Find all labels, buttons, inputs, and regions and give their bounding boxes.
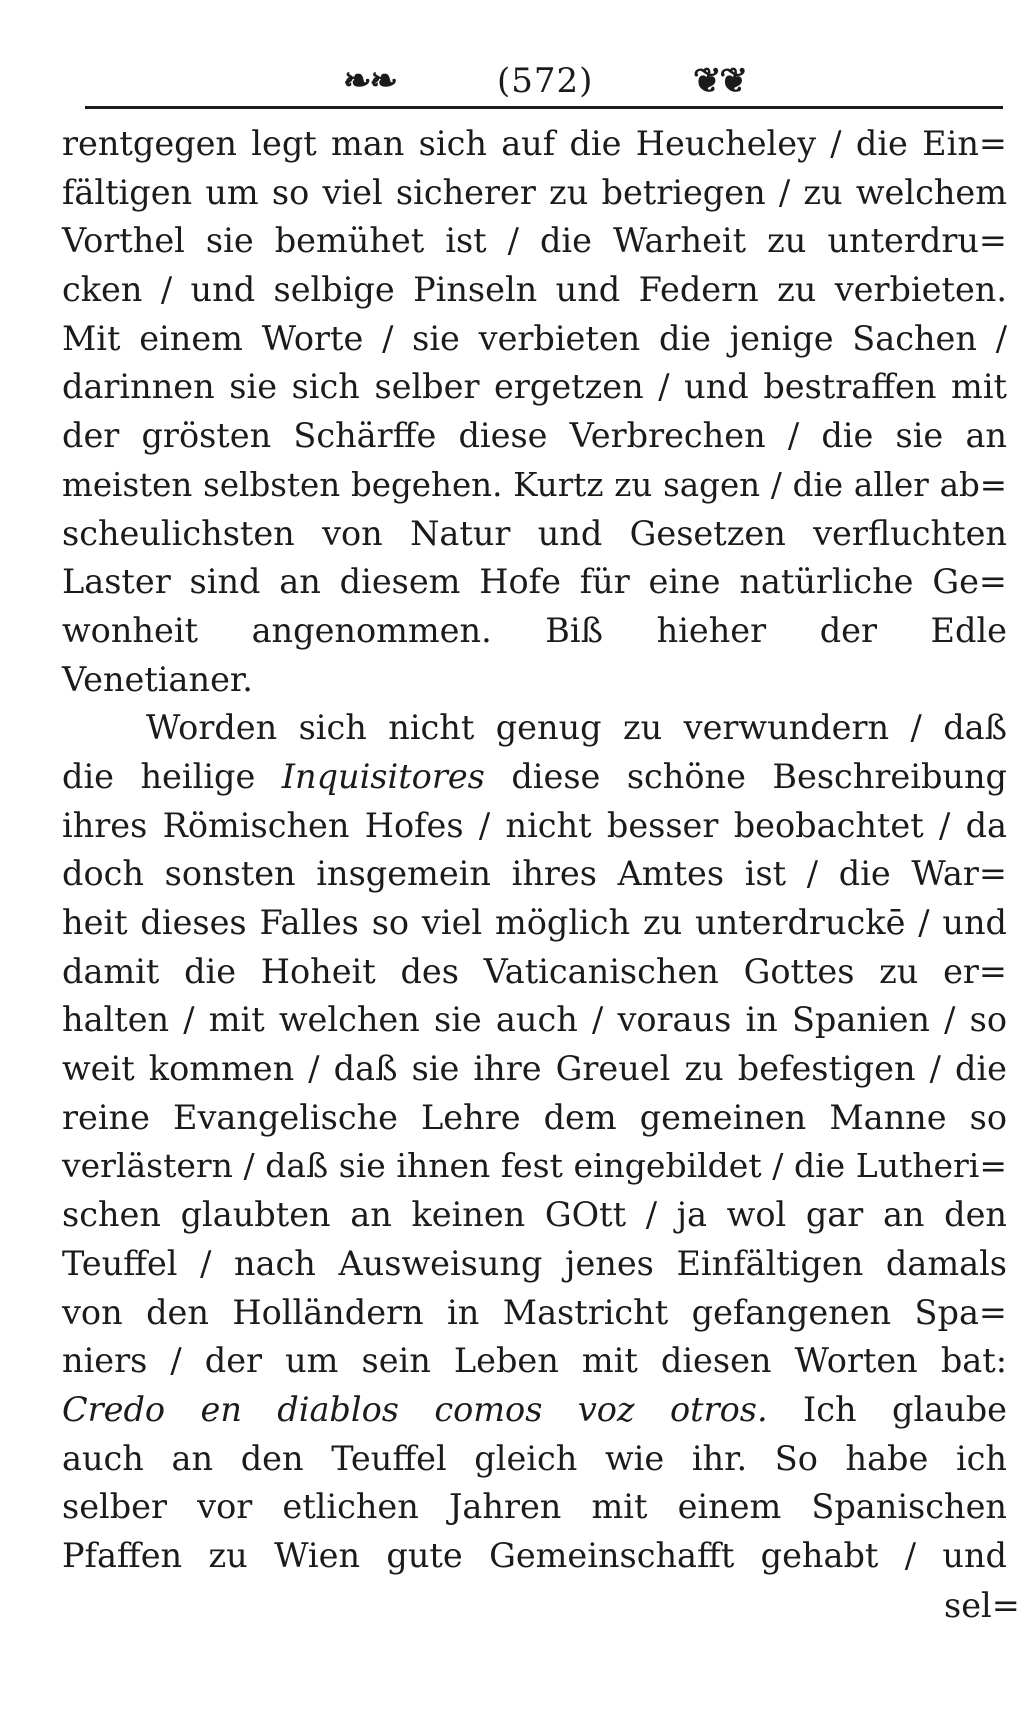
text-line: rentgegen legt man sich auf die Heucheley / die Ein= xyxy=(62,124,1007,163)
ornament-right-icon: ❦❦ xyxy=(693,61,746,101)
text-line: Vorthel sie bemühet ist / die Warheit zu unterdru= xyxy=(62,221,1007,261)
text-line: scheulichsten von Natur und Gesetzen verfluchten xyxy=(62,513,1007,553)
text-line-with-italic xyxy=(62,1386,1007,1435)
catchword: sel= xyxy=(944,1586,1020,1625)
page-header xyxy=(85,58,1003,106)
text-line: damit die Hoheit des Vaticanischen Gottes zu er= xyxy=(62,951,1007,991)
text-line: cken / und selbige Pinseln und Federn zu verbieten. xyxy=(62,270,1007,310)
text-line: verlästern / daß sie ihnen fest eingebildet / die Lutheri= xyxy=(62,1146,1007,1186)
text-line: Venetianer. xyxy=(62,659,253,699)
text-line: niers / der um sein Leben mit diesen Worten bat: xyxy=(62,1341,1007,1381)
text-line: Mit einem Worte / sie verbieten die jenige Sachen / xyxy=(62,318,1007,358)
ornament-left-icon: ❧❧ xyxy=(343,61,396,101)
text-segment: diese schöne Beschreibung xyxy=(484,756,1007,796)
text-line: fältigen um so viel sicherer zu betriegen / zu welchem xyxy=(62,172,1007,212)
text-line: reine Evangelische Lehre dem gemeinen Manne so xyxy=(62,1097,1007,1137)
text-line: auch an den Teuffel gleich wie ihr. So habe ich xyxy=(62,1438,1007,1478)
body-text xyxy=(62,120,1007,1581)
text-line: meisten selbsten begehen. Kurtz zu sagen / die aller ab= xyxy=(62,465,1007,504)
text-line: heit dieses Falles so viel möglich zu unterdruckē / und xyxy=(62,903,1007,942)
text-line: Laster sind an diesem Hofe für eine natürliche Ge= xyxy=(62,562,1007,602)
text-line: halten / mit welchen sie auch / voraus in Spanien / so xyxy=(62,1000,1007,1040)
header-rule xyxy=(85,106,1003,109)
text-line-with-italic xyxy=(62,753,1007,802)
text-line: Teuffel / nach Ausweisung jenes Einfältigen damals xyxy=(62,1243,1007,1283)
page-number: (572) xyxy=(497,61,594,101)
text-segment: die heilige xyxy=(62,756,282,796)
paragraph-start-line: Worden sich nicht genug zu verwundern / daß xyxy=(146,708,1007,748)
text-line: schen glaubten an keinen GOtt / ja wol gar an den xyxy=(62,1195,1007,1235)
text-line: der grösten Schärffe diese Verbrechen / die sie an xyxy=(62,416,1007,456)
text-line: darinnen sie sich selber ergetzen / und bestraffen mit xyxy=(62,367,1007,407)
text-line: von den Holländern in Mastricht gefangenen Spa= xyxy=(62,1292,1007,1332)
text-line: weit kommen / daß sie ihre Greuel zu befestigen / die xyxy=(62,1049,1007,1089)
italic-quote: Credo en diablos comos voz otros. xyxy=(62,1389,768,1429)
italic-term: Inquisitores xyxy=(281,756,485,796)
text-line: Pfaffen zu Wien gute Gemeinschafft gehabt / und xyxy=(62,1535,1007,1575)
text-line: doch sonsten insgemein ihres Amtes ist / die War= xyxy=(62,854,1007,894)
text-line: selber vor etlichen Jahren mit einem Spanischen xyxy=(62,1487,1007,1527)
text-segment: Ich glaube xyxy=(767,1389,1007,1429)
text-line: ihres Römischen Hofes / nicht besser beobachtet / da xyxy=(62,805,1007,845)
text-line: wonheit angenommen. Biß hieher der Edle xyxy=(62,610,1007,650)
